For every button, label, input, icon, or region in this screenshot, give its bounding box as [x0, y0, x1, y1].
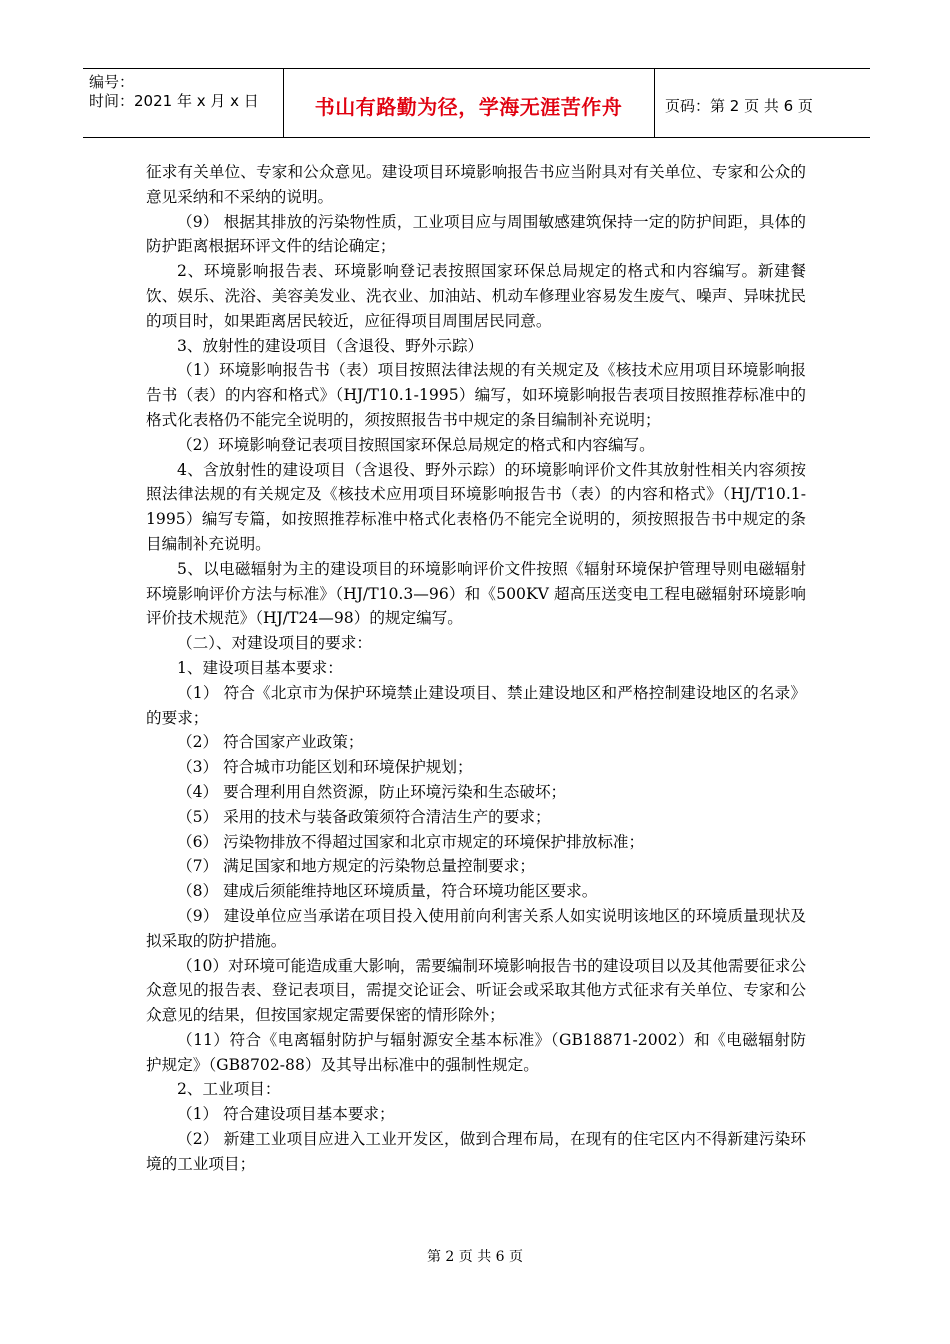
body-paragraph: 3、放射性的建设项目（含退役、野外示踪）: [177, 336, 484, 355]
body-paragraph: 2、环境影响报告表、环境影响登记表按照国家环保总局规定的格式和内容编写。新建餐饮、娱乐、洗浴、美容美发业、洗衣业、加油站、机动车修理业容易发生废气、噪声、异味扰民的项目时，如果距离居民较近，应征得项目周围居民同意。: [146, 262, 806, 330]
body-paragraph: （7） 满足国家和地方规定的污染物总量控制要求；: [177, 857, 535, 876]
body-paragraph: （2）环境影响登记表项目按照国家环保总局规定的格式和内容编写。: [177, 435, 655, 454]
document-body: [146, 160, 806, 1177]
body-paragraph: 5、以电磁辐射为主的建设项目的环境影响评价文件按照《辐射环境保护管理导则电磁辐射环境影响评价方法与标准》（HJ/T10.3—96）和《500KV 超高压送变电工程电磁辐射环境影响评价技术规范》（HJ/T24—98）的规定编写。: [146, 559, 806, 628]
body-paragraph: （5） 采用的技术与装备政策须符合清洁生产的要求；: [177, 807, 551, 826]
body-paragraph: （8） 建成后须能维持地区环境质量，符合环境功能区要求。: [177, 882, 598, 901]
body-paragraph: （1） 符合《北京市为保护环境禁止建设项目、禁止建设地区和严格控制建设地区的名录》的要求；: [146, 683, 806, 727]
page-footer: 第 2 页 共 6 页: [426, 1249, 524, 1265]
body-paragraph: （二）、对建设项目的要求：: [177, 634, 372, 653]
body-paragraph: 2、工业项目：: [177, 1080, 281, 1099]
body-paragraph: （1）环境影响报告书（表）项目按照法律法规的有关规定及《核技术应用项目环境影响报告书（表）的内容和格式》（HJ/T10.1-1995）编写，如环境影响报告表项目按照推荐标准中的格式化表格仍不能完全说明的，须按照报告书中规定的条目编制补充说明；: [146, 361, 806, 429]
body-paragraph: （1） 符合建设项目基本要求；: [177, 1105, 395, 1124]
document-number-label: 编号：: [89, 73, 135, 91]
header-divider: [654, 69, 655, 137]
body-paragraph: 4、含放射性的建设项目（含退役、野外示踪）的环境影响评价文件其放射性相关内容须按照法律法规的有关规定及《核技术应用项目环境影响报告书（表）的内容和格式》（HJ/T10.1-1995）编写专篇，如按照推荐标准中格式化表格仍不能完全说明的，须按照报告书中规定的条目编制补充说明。: [146, 460, 806, 553]
document-time-label: 时间：2021 年 x 月 x 日: [89, 92, 259, 110]
body-paragraph: （2） 符合国家产业政策；: [177, 733, 364, 752]
page-header: [83, 68, 870, 138]
body-paragraph: （2） 新建工业项目应进入工业开发区，做到合理布局，在现有的住宅区内不得新建污染环境的工业项目；: [146, 1130, 806, 1173]
body-paragraph: （3） 符合城市功能区划和环境保护规划；: [177, 758, 473, 777]
body-paragraph: （4） 要合理利用自然资源，防止环境污染和生态破坏；: [177, 782, 567, 801]
header-page-info: 页码：第 2 页 共 6 页: [665, 97, 813, 115]
body-paragraph: 1、建设项目基本要求：: [177, 658, 343, 677]
body-paragraph: （10）对环境可能造成重大影响，需要编制环境影响报告书的建设项目以及其他需要征求公众意见的报告表、登记表项目，需提交论证会、听证会或采取其他方式征求有关单位、专家和公众意见的结果，但按国家规定需要保密的情形除外；: [146, 956, 806, 1025]
body-paragraph: 征求有关单位、专家和公众意见。建设项目环境影响报告书应当附具对有关单位、专家和公众的意见采纳和不采纳的说明。: [146, 163, 806, 206]
header-meta: [89, 73, 283, 111]
body-paragraph: （6） 污染物排放不得超过国家和北京市规定的环境保护排放标准；: [177, 832, 645, 851]
body-paragraph: （9） 根据其排放的污染物性质，工业项目应与周围敏感建筑保持一定的防护间距，具体的防护距离根据环评文件的结论确定；: [146, 212, 806, 256]
header-motto: 书山有路勤为径，学海无涯苦作舟: [314, 95, 623, 119]
body-paragraph: （9） 建设单位应当承诺在项目投入使用前向利害关系人如实说明该地区的环境质量现状及拟采取的防护措施。: [146, 906, 806, 950]
body-paragraph: （11）符合《电离辐射防护与辐射源安全基本标准》（GB18871-2002）和《电磁辐射防护规定》（GB8702-88）及其导出标准中的强制性规定。: [146, 1030, 806, 1074]
